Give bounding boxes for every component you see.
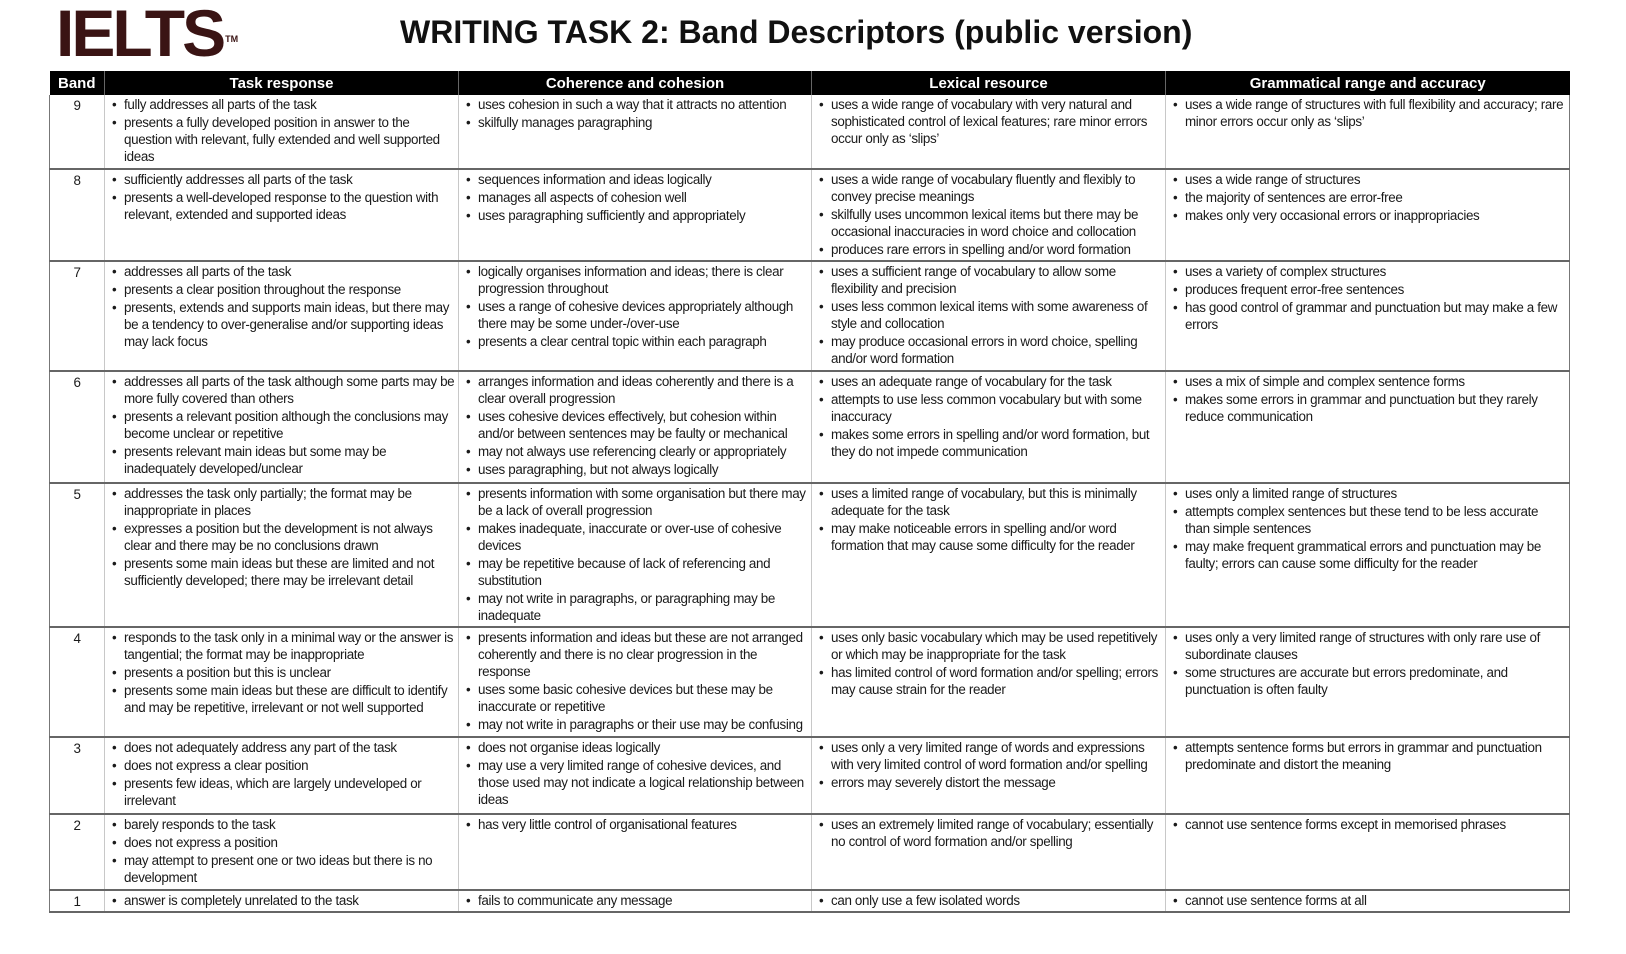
descriptor-item: • attempts sentence forms but errors in grammar and punctuation predominate and distort the meaning xyxy=(1185,739,1566,773)
table-row xyxy=(50,890,1570,912)
descriptor-item: • uses some basic cohesive devices but these may be inaccurate or repetitive xyxy=(478,681,808,715)
lexical-list xyxy=(815,263,1162,367)
lexical-list xyxy=(815,816,1162,850)
lexical-cell xyxy=(812,95,1166,169)
descriptor-item: • uses only a limited range of structures xyxy=(1185,485,1566,502)
task-response-list xyxy=(108,892,455,909)
descriptor-item: • errors may severely distort the message xyxy=(831,774,1162,791)
grammar-list xyxy=(1169,892,1566,909)
coherence-list xyxy=(462,629,808,733)
descriptor-item: • uses cohesion in such a way that it attracts no attention xyxy=(478,96,808,113)
lexical-list xyxy=(815,892,1162,909)
descriptor-item: • may make frequent grammatical errors and punctuation may be faulty; errors can cause some difficulty for the reader xyxy=(1185,538,1566,572)
descriptor-item: • uses paragraphing sufficiently and appropriately xyxy=(478,207,808,224)
task-response-cell xyxy=(105,169,459,261)
descriptor-item: • presents some main ideas but these are limited and not sufficiently developed; there may be irrelevant detail xyxy=(124,555,455,589)
band-cell: 3 xyxy=(50,737,105,814)
band-cell: 2 xyxy=(50,814,105,890)
column-header-task-response: Task response xyxy=(105,71,459,95)
descriptor-item: • fully addresses all parts of the task xyxy=(124,96,455,113)
lexical-cell xyxy=(812,261,1166,371)
descriptor-item: • presents a clear position throughout the response xyxy=(124,281,455,298)
descriptor-item: • may not always use referencing clearly or appropriately xyxy=(478,443,808,460)
grammar-cell xyxy=(1166,890,1570,912)
descriptor-item: • some structures are accurate but errors predominate, and punctuation is often faulty xyxy=(1185,664,1566,698)
task-response-cell xyxy=(105,261,459,371)
descriptor-item: • presents some main ideas but these are difficult to identify and may be repetitive, irrelevant or not well supported xyxy=(124,682,455,716)
lexical-list xyxy=(815,739,1162,791)
task-response-cell xyxy=(105,483,459,627)
task-response-list xyxy=(108,739,455,809)
table-row xyxy=(50,95,1570,169)
grammar-cell xyxy=(1166,95,1570,169)
coherence-list xyxy=(462,892,808,909)
task-response-list xyxy=(108,485,455,589)
descriptor-item: • may not write in paragraphs or their use may be confusing xyxy=(478,716,808,733)
descriptor-item: • presents a relevant position although the conclusions may become unclear or repetitive xyxy=(124,408,455,442)
grammar-list xyxy=(1169,629,1566,698)
task-response-list xyxy=(108,816,455,886)
task-response-list xyxy=(108,96,455,165)
descriptor-item: • has good control of grammar and punctuation but may make a few errors xyxy=(1185,299,1566,333)
lexical-cell xyxy=(812,169,1166,261)
coherence-list xyxy=(462,816,808,833)
descriptor-item: • uses a wide range of structures xyxy=(1185,171,1566,188)
table-row xyxy=(50,261,1570,371)
band-cell: 9 xyxy=(50,95,105,169)
band-cell: 1 xyxy=(50,890,105,912)
coherence-cell xyxy=(459,483,812,627)
grammar-cell xyxy=(1166,483,1570,627)
grammar-list xyxy=(1169,816,1566,833)
lexical-list xyxy=(815,629,1162,698)
lexical-cell xyxy=(812,737,1166,814)
task-response-cell xyxy=(105,627,459,737)
table-row xyxy=(50,169,1570,261)
grammar-cell xyxy=(1166,261,1570,371)
band-descriptors-table xyxy=(49,71,1570,913)
descriptor-item: • responds to the task only in a minimal way or the answer is tangential; the format may be inappropriate xyxy=(124,629,455,663)
descriptor-item: • cannot use sentence forms at all xyxy=(1185,892,1566,909)
task-response-list xyxy=(108,171,455,223)
page-title: WRITING TASK 2: Band Descriptors (public version) xyxy=(400,14,1193,50)
lexical-cell xyxy=(812,371,1166,483)
coherence-list xyxy=(462,263,808,350)
logo-text: IELTS xyxy=(56,0,224,70)
descriptor-item: • attempts complex sentences but these tend to be less accurate than simple sentences xyxy=(1185,503,1566,537)
coherence-cell xyxy=(459,169,812,261)
task-response-list xyxy=(108,373,455,477)
grammar-list xyxy=(1169,263,1566,333)
lexical-cell xyxy=(812,890,1166,912)
band-cell: 5 xyxy=(50,483,105,627)
descriptor-item: • answer is completely unrelated to the task xyxy=(124,892,455,909)
band-cell: 4 xyxy=(50,627,105,737)
descriptor-item: • attempts to use less common vocabulary but with some inaccuracy xyxy=(831,391,1162,425)
table-row xyxy=(50,737,1570,814)
descriptor-item: • sufficiently addresses all parts of the task xyxy=(124,171,455,188)
grammar-list xyxy=(1169,739,1566,773)
coherence-cell xyxy=(459,261,812,371)
descriptor-item: • uses a mix of simple and complex sentence forms xyxy=(1185,373,1566,390)
column-header-coherence: Coherence and cohesion xyxy=(459,71,812,95)
coherence-cell xyxy=(459,737,812,814)
descriptor-item: • has limited control of word formation and/or spelling; errors may cause strain for the reader xyxy=(831,664,1162,698)
band-cell: 7 xyxy=(50,261,105,371)
descriptor-item: • may produce occasional errors in word choice, spelling and/or word formation xyxy=(831,333,1162,367)
descriptor-item: • uses an adequate range of vocabulary for the task xyxy=(831,373,1162,390)
descriptor-item: • makes some errors in spelling and/or word formation, but they do not impede communication xyxy=(831,426,1162,460)
table-header-row xyxy=(50,71,1570,95)
descriptor-item: • may attempt to present one or two ideas but there is no development xyxy=(124,852,455,886)
lexical-list xyxy=(815,373,1162,460)
descriptor-item: • presents information and ideas but these are not arranged coherently and there is no clear progression in the response xyxy=(478,629,808,680)
descriptor-item: • uses paragraphing, but not always logically xyxy=(478,461,808,478)
descriptor-item: • presents few ideas, which are largely undeveloped or irrelevant xyxy=(124,775,455,809)
descriptor-item: • may not write in paragraphs, or paragraphing may be inadequate xyxy=(478,590,808,624)
lexical-cell xyxy=(812,483,1166,627)
grammar-list xyxy=(1169,96,1566,130)
task-response-cell xyxy=(105,890,459,912)
grammar-cell xyxy=(1166,169,1570,261)
descriptor-item: • presents a fully developed position in answer to the question with relevant, fully extended and well supported ideas xyxy=(124,114,455,165)
table-row xyxy=(50,371,1570,483)
lexical-list xyxy=(815,96,1162,147)
descriptor-item: • skilfully uses uncommon lexical items but there may be occasional inaccuracies in word choice and collocation xyxy=(831,206,1162,240)
coherence-cell xyxy=(459,95,812,169)
descriptor-item: • addresses all parts of the task although some parts may be more fully covered than others xyxy=(124,373,455,407)
coherence-list xyxy=(462,739,808,808)
coherence-list xyxy=(462,171,808,224)
descriptor-item: • sequences information and ideas logically xyxy=(478,171,808,188)
descriptor-item: • uses a wide range of vocabulary fluently and flexibly to convey precise meanings xyxy=(831,171,1162,205)
descriptor-item: • skilfully manages paragraphing xyxy=(478,114,808,131)
coherence-list xyxy=(462,485,808,624)
descriptor-item: • may use a very limited range of cohesive devices, and those used may not indicate a logical relationship between ideas xyxy=(478,757,808,808)
descriptor-item: • presents a position but this is unclear xyxy=(124,664,455,681)
descriptor-item: • has very little control of organisational features xyxy=(478,816,808,833)
descriptor-item: • makes only very occasional errors or inappropriacies xyxy=(1185,207,1566,224)
descriptor-item: • uses only a very limited range of words and expressions with very limited control of word formation and/or spelling xyxy=(831,739,1162,773)
coherence-cell xyxy=(459,890,812,912)
descriptor-item: • does not adequately address any part of the task xyxy=(124,739,455,756)
descriptor-item: • does not express a position xyxy=(124,834,455,851)
descriptor-item: • does not express a clear position xyxy=(124,757,455,774)
descriptor-item: • uses an extremely limited range of vocabulary; essentially no control of word formation and/or spelling xyxy=(831,816,1162,850)
descriptor-item: • uses a wide range of structures with full flexibility and accuracy; rare minor errors occur only as ‘slips’ xyxy=(1185,96,1566,130)
descriptor-item: • does not organise ideas logically xyxy=(478,739,808,756)
descriptor-item: • uses less common lexical items with some awareness of style and collocation xyxy=(831,298,1162,332)
grammar-cell xyxy=(1166,627,1570,737)
descriptor-item: • produces rare errors in spelling and/or word formation xyxy=(831,241,1162,258)
descriptor-item: • the majority of sentences are error-free xyxy=(1185,189,1566,206)
grammar-cell xyxy=(1166,737,1570,814)
coherence-cell xyxy=(459,627,812,737)
descriptor-item: • makes inadequate, inaccurate or over-use of cohesive devices xyxy=(478,520,808,554)
descriptor-item: • presents a clear central topic within each paragraph xyxy=(478,333,808,350)
lexical-cell xyxy=(812,814,1166,890)
descriptor-item: • can only use a few isolated words xyxy=(831,892,1162,909)
descriptor-item: • cannot use sentence forms except in memorised phrases xyxy=(1185,816,1566,833)
grammar-list xyxy=(1169,373,1566,425)
lexical-cell xyxy=(812,627,1166,737)
logo-trademark: TM xyxy=(225,34,239,44)
band-cell: 8 xyxy=(50,169,105,261)
task-response-list xyxy=(108,263,455,350)
task-response-list xyxy=(108,629,455,716)
descriptor-item: • manages all aspects of cohesion well xyxy=(478,189,808,206)
descriptor-item: • makes some errors in grammar and punctuation but they rarely reduce communication xyxy=(1185,391,1566,425)
descriptor-item: • uses a wide range of vocabulary with very natural and sophisticated control of lexical features; rare minor errors occur only as ‘slips’ xyxy=(831,96,1162,147)
descriptor-item: • presents information with some organisation but there may be a lack of overall progression xyxy=(478,485,808,519)
column-header-lexical: Lexical resource xyxy=(812,71,1166,95)
task-response-cell xyxy=(105,95,459,169)
column-header-band: Band xyxy=(50,71,105,95)
coherence-list xyxy=(462,96,808,131)
table-row xyxy=(50,483,1570,627)
descriptor-item: • fails to communicate any message xyxy=(478,892,808,909)
grammar-list xyxy=(1169,171,1566,224)
coherence-cell xyxy=(459,371,812,483)
descriptor-item: • presents relevant main ideas but some may be inadequately developed/unclear xyxy=(124,443,455,477)
descriptor-item: • addresses all parts of the task xyxy=(124,263,455,280)
descriptor-item: • produces frequent error-free sentences xyxy=(1185,281,1566,298)
descriptor-item: • arranges information and ideas coherently and there is a clear overall progression xyxy=(478,373,808,407)
descriptor-item: • uses cohesive devices effectively, but cohesion within and/or between sentences may be faulty or mechanical xyxy=(478,408,808,442)
coherence-cell xyxy=(459,814,812,890)
table-row xyxy=(50,627,1570,737)
task-response-cell xyxy=(105,814,459,890)
descriptor-item: • uses a sufficient range of vocabulary to allow some flexibility and precision xyxy=(831,263,1162,297)
descriptor-item: • uses only basic vocabulary which may be used repetitively or which may be inappropriate for the task xyxy=(831,629,1162,663)
grammar-cell xyxy=(1166,814,1570,890)
task-response-cell xyxy=(105,371,459,483)
task-response-cell xyxy=(105,737,459,814)
descriptor-item: • expresses a position but the development is not always clear and there may be no conclusions drawn xyxy=(124,520,455,554)
lexical-list xyxy=(815,171,1162,258)
descriptor-item: • presents, extends and supports main ideas, but there may be a tendency to over-generalise and/or supporting ideas may lack focus xyxy=(124,299,455,350)
descriptor-item: • logically organises information and ideas; there is clear progression throughout xyxy=(478,263,808,297)
descriptor-item: • barely responds to the task xyxy=(124,816,455,833)
table-row xyxy=(50,814,1570,890)
descriptor-item: • uses a limited range of vocabulary, but this is minimally adequate for the task xyxy=(831,485,1162,519)
band-cell: 6 xyxy=(50,371,105,483)
column-header-grammar: Grammatical range and accuracy xyxy=(1166,71,1570,95)
lexical-list xyxy=(815,485,1162,554)
descriptor-item: • uses only a very limited range of structures with only rare use of subordinate clauses xyxy=(1185,629,1566,663)
coherence-list xyxy=(462,373,808,478)
ielts-logo xyxy=(56,0,239,70)
descriptor-item: • may make noticeable errors in spelling and/or word formation that may cause some difficulty for the reader xyxy=(831,520,1162,554)
descriptor-item: • may be repetitive because of lack of referencing and substitution xyxy=(478,555,808,589)
descriptor-item: • uses a variety of complex structures xyxy=(1185,263,1566,280)
descriptor-item: • presents a well-developed response to the question with relevant, extended and supported ideas xyxy=(124,189,455,223)
descriptor-item: • uses a range of cohesive devices appropriately although there may be some under-/over-use xyxy=(478,298,808,332)
grammar-cell xyxy=(1166,371,1570,483)
descriptor-item: • addresses the task only partially; the format may be inappropriate in places xyxy=(124,485,455,519)
grammar-list xyxy=(1169,485,1566,572)
